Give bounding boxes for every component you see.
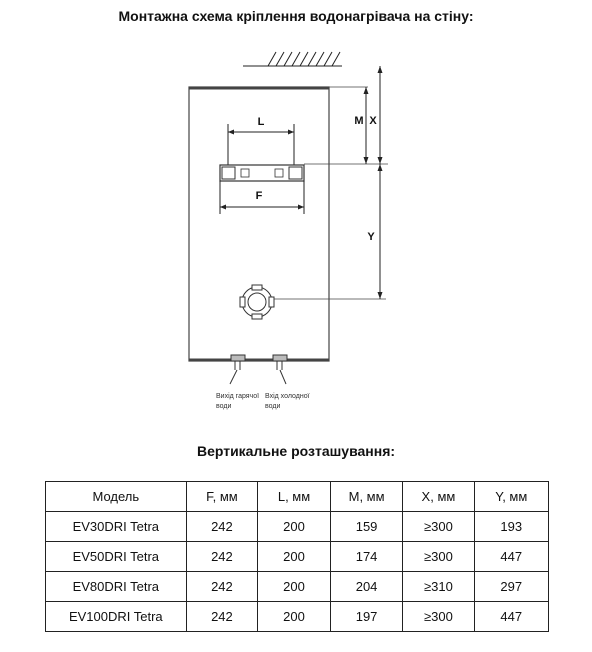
mounting-bracket bbox=[220, 165, 304, 181]
label-F: F bbox=[255, 190, 263, 202]
table-header-row bbox=[46, 482, 549, 512]
cell-f: 242 bbox=[186, 542, 258, 572]
cell-model: EV30DRI Tetra bbox=[46, 512, 187, 542]
cell-f: 242 bbox=[186, 572, 258, 602]
cell-l: 200 bbox=[258, 602, 331, 632]
table-row bbox=[46, 542, 549, 572]
section-title: Вертикальне розташування: bbox=[196, 443, 396, 459]
cell-m: 174 bbox=[330, 542, 403, 572]
cell-x: ≥300 bbox=[403, 602, 474, 632]
header-y: Y, мм bbox=[474, 482, 548, 512]
dimension-M bbox=[364, 87, 369, 164]
heater-body bbox=[189, 87, 329, 361]
diagram-title: Монтажна схема кріплення водонагрівача на стіну: bbox=[118, 8, 474, 24]
header-f: F, мм bbox=[186, 482, 258, 512]
header-l: L, мм bbox=[258, 482, 331, 512]
label-M: M bbox=[354, 115, 364, 127]
cell-model: EV80DRI Tetra bbox=[46, 572, 187, 602]
cell-l: 200 bbox=[258, 542, 331, 572]
cell-m: 204 bbox=[330, 572, 403, 602]
cell-x: ≥300 bbox=[403, 542, 474, 572]
cell-y: 297 bbox=[474, 572, 548, 602]
cell-l: 200 bbox=[258, 572, 331, 602]
cell-f: 242 bbox=[186, 602, 258, 632]
cell-f: 242 bbox=[186, 512, 258, 542]
label-Y: Y bbox=[367, 231, 375, 243]
cell-m: 159 bbox=[330, 512, 403, 542]
hot-outlet-label-1: Вихід гарячої bbox=[216, 393, 260, 400]
dimension-Y bbox=[378, 164, 383, 299]
table-row bbox=[46, 572, 549, 602]
label-L: L bbox=[257, 116, 265, 128]
table-row bbox=[46, 602, 549, 632]
header-x: X, мм bbox=[403, 482, 474, 512]
table-row bbox=[46, 512, 549, 542]
cell-l: 200 bbox=[258, 512, 331, 542]
label-X: X bbox=[369, 115, 377, 127]
header-model: Модель bbox=[46, 482, 187, 512]
cell-x: ≥310 bbox=[403, 572, 474, 602]
cell-y: 193 bbox=[474, 512, 548, 542]
cell-model: EV100DRI Tetra bbox=[46, 602, 187, 632]
cell-m: 197 bbox=[330, 602, 403, 632]
cell-y: 447 bbox=[474, 542, 548, 572]
cell-model: EV50DRI Tetra bbox=[46, 542, 187, 572]
header-m: M, мм bbox=[330, 482, 403, 512]
cold-inlet-label-1: Вхід холодної bbox=[265, 393, 310, 400]
cell-y: 447 bbox=[474, 602, 548, 632]
dimensions-table bbox=[45, 481, 549, 632]
hot-outlet-label-2: води bbox=[216, 403, 232, 410]
ceiling-hatch bbox=[243, 52, 342, 66]
dimension-X bbox=[378, 66, 383, 164]
cell-x: ≥300 bbox=[403, 512, 474, 542]
cold-inlet-label-2: води bbox=[265, 403, 281, 410]
